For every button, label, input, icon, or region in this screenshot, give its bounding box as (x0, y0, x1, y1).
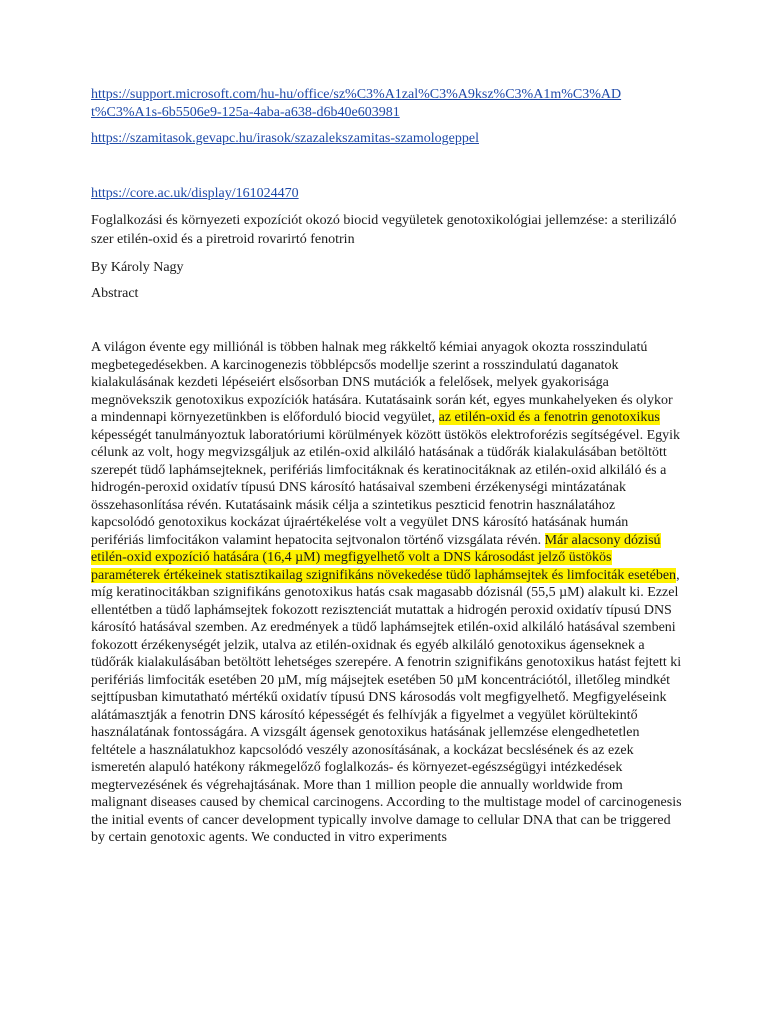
link-szamitasok[interactable]: https://szamitasok.gevapc.hu/irasok/szazalekszamitas-szamologeppel (91, 131, 479, 146)
highlighted-text: az etilén-oxid és a fenotrin genotoxikus (438, 410, 660, 425)
body-text-segment: , míg keratinocitákban szignifikáns genotoxikus hatás csak magasabb dózisnál (55,5 µM) alakult ki. Ezzel ellentétben a tüdő laphámsejtek fokozott rezisztenciát mutattak a hidrogén peroxid oxidatív típusú DNS károsító hatásával szemben. Az eredmények a tüdő laphámsejtek etilén-oxid alkiláló hatásával szembeni fokozott érzékenységét jelzik, utalva az etilén-oxidnak és egyéb alkiláló genotoxikus ágenseknek a tüdőrák kialakulásában betöltött lehetséges szerepére. A fenotrin szignifikáns genotoxikus hatást fejtett ki perifériás limfociták esetében 20 µM, míg májsejtek esetében 50 µM koncentrációtól, illetőleg mindkét sejttípusban kimutatható mértékű oxidatív típusú DNS károsodás volt megfigyelhető. Megfigyeléseink alátámasztják a fenotrin DNS károsító képességét és felhívják a figyelmet a vegyület körültekintő használatának fontosságára. A vizsgált ágensek genotoxikus hatásának jellemzése elengedhetetlen feltétele a használatukhoz kapcsolódó veszély azonosításának, a kockázat becslésének és az ezek ismeretén alapuló hatékony rákmegelőző foglalkozás- és környezet-egészségügyi intézkedések megtervezésének és végrehajtásának. More than 1 million people die annually worldwide from malignant diseases caused by chemical carcinogens. According to the multistage model of carcinogenesis the initial events of cancer development typically involve damage to cellular DNA that can be triggered by certain genotoxic agents. We conducted in vitro experiments (91, 567, 682, 845)
document-title: Foglalkozási és környezeti expozíciót okozó biocid vegyületek genotoxikológiai jellemzése: a sterilizáló szer etilén-oxid és a piretroid rovarirtó fenotrin (91, 213, 677, 247)
highlighted-text: Már alacsony dózisú etilén-oxid expozíció hatására (16,4 µM) megfigyelhető volt a DNS károsodást jelző üstökös paraméterek értékeinek statisztikailag szignifikáns növekedése tüdő laphámsejtek és limfociták esetében (91, 532, 677, 583)
abstract-heading: Abstract (91, 286, 139, 301)
link-microsoft-support[interactable]: https://support.microsoft.com/hu-hu/office/sz%C3%A1zal%C3%A9ksz%C3%A1m%C3%ADt%C3%A1s-6b5506e9-125a-4aba-a638-d6b40e603981 (91, 87, 622, 120)
body-text-segment: képességét tanulmányoztuk laboratóriumi körülmények között üstökös elektroforézis segítségével. Egyik célunk az volt, hogy megvizsgáljuk az etilén-oxid alkiláló hatásának a tüdőrák kialakulásában betöltött szerepét tüdő laphámsejteknek, perifériás limfocitáknak és keratinocitáknak az etilén-oxid alkiláló és a hidrogén-peroxid oxidatív típusú DNS károsító hatásaival szembeni érzékenységi mintázatának összehasonlítása révén. Kutatásaink másik célja a szintetikus peszticid fenotrin használatához kapcsolódó genotoxikus kockázat újraértékelése volt a vegyület DNS károsító hatásának humán perifériás limfocitákon valamint hepatocita sejtvonalon történő vizsgálata révén. (91, 427, 681, 548)
author-byline: By Károly Nagy (91, 260, 184, 275)
body-text-segment: A világon évente egy milliónál is többen halnak meg rákkeltő kémiai anyagok okozta rosszindulatú megbetegedésekben. A karcinogenezis többlépcsős modellje szerint a rosszindulatú daganatok kialakulásának kezdeti lépéseiért elsősorban DNS mutációk a felelősek, melyek gyakorisága megnövekszik genotoxikus expozíciók hatására. Kutatásaink során két, egyes munkahelyeken és olykor a mindennapi környezetünkben is előforduló biocid vegyület, (91, 340, 673, 425)
abstract-body (91, 339, 682, 847)
link-core-ac-uk[interactable]: https://core.ac.uk/display/161024470 (91, 186, 299, 201)
